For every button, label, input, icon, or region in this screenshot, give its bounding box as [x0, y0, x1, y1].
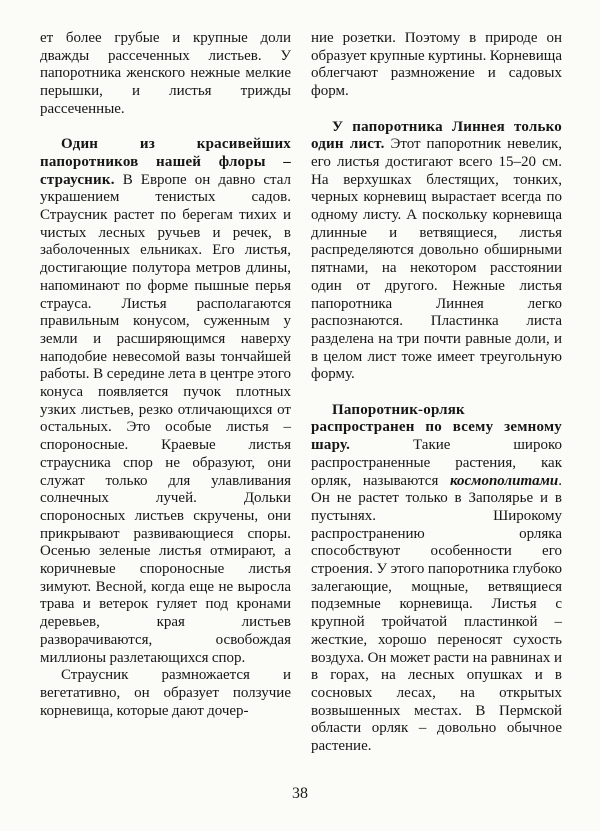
heading-run: Папоротник-орляк распространен по всему земному шару.	[311, 401, 562, 454]
heading-run: Один из красивейших папоротников нашей флоры – страусник.	[40, 136, 291, 188]
text-columns	[40, 30, 562, 756]
paragraph	[40, 136, 291, 667]
text-run: Такие широко распространенные растения, как орляк, называются	[311, 437, 562, 489]
paragraph	[40, 30, 291, 119]
column-right	[311, 30, 562, 756]
text-run: ние розетки. Поэтому в природе он образует крупные куртины. Корневища облегчают размножение и садовых форм.	[311, 30, 562, 100]
text-run: В Европе он давно стал украшением тенистых садов. Страусник растет по берегам тихих и чистых лесных ручьев и речек, в заболоченных ельниках. Его листья, достигающие полутора метров длины, напоминают по форме пышные перья страуса. Листья располагаются правильным конусом, суженным у земли и расширяющимся наверху наподобие невесомой вазы тончайшей работы. В середине лета в центре этого конуса появляется пучок плотных узких листьев, резко отличающихся от остальных. Это особые листья – спороносные. Краевые листья страусника спор не образуют, они служат только для улавливания солнечных лучей. Дольки спороносных листьев скручены, они прикрывают развивающиеся споры. Осенью зеленые листья отмирают, а коричневые спороносные листья зимуют. Весной, когда еще не выросла трава и ветерок гуляет под кронами деревьев, края листьев разворачиваются, освобождая миллионы разлетающихся спор.	[40, 171, 291, 666]
text-run: Этот папоротник невелик, его листья достигают всего 15–20 см. На верхушках блестящих, тонких, черных корневищ вырастает всегда по одному листу. А поскольку корневища длинные и ветвящиеся, листья распределяются довольно обширными пятнами, на некотором расстоянии один от другого. Нежные листья папоротника Линнея легко распознаются. Пластинка листа разделена на три почти равные доли, и в целом лист тоже имеет треугольную форму.	[311, 136, 562, 383]
page-number: 38	[292, 785, 308, 802]
text-run: Страусник размножается и вегетативно, он образует ползучие корневища, которые дают дочер-	[40, 667, 291, 719]
text-run: ет более грубые и крупные доли дважды рассеченных листьев. У папоротника женского нежные мелкие перышки, и листья трижды рассеченные.	[40, 30, 291, 117]
paragraph	[311, 402, 562, 756]
heading-run: У папоротника Линнея только один лист.	[311, 118, 562, 153]
heading-run: космополитами	[449, 472, 559, 489]
column-left	[40, 30, 291, 756]
paragraph	[311, 119, 562, 385]
paragraph	[311, 30, 562, 101]
paragraph	[40, 667, 291, 720]
text-run: . Он не растет только в Заполярье и в пустынях. Широкому распространению орляка способствуют особенности его строения. У этого папоротника глубоко залегающие, мощные, ветвящиеся подземные корневища. Листья с крупной тройчатой пластинкой – жесткие, хорошо переносят сухость воздуха. Он может расти на равнинах и в горах, на лесных опушках и в сосновых лесах, на открытых возвышенных местах. В Пермской области орляк – довольно обычное растение.	[311, 472, 562, 755]
